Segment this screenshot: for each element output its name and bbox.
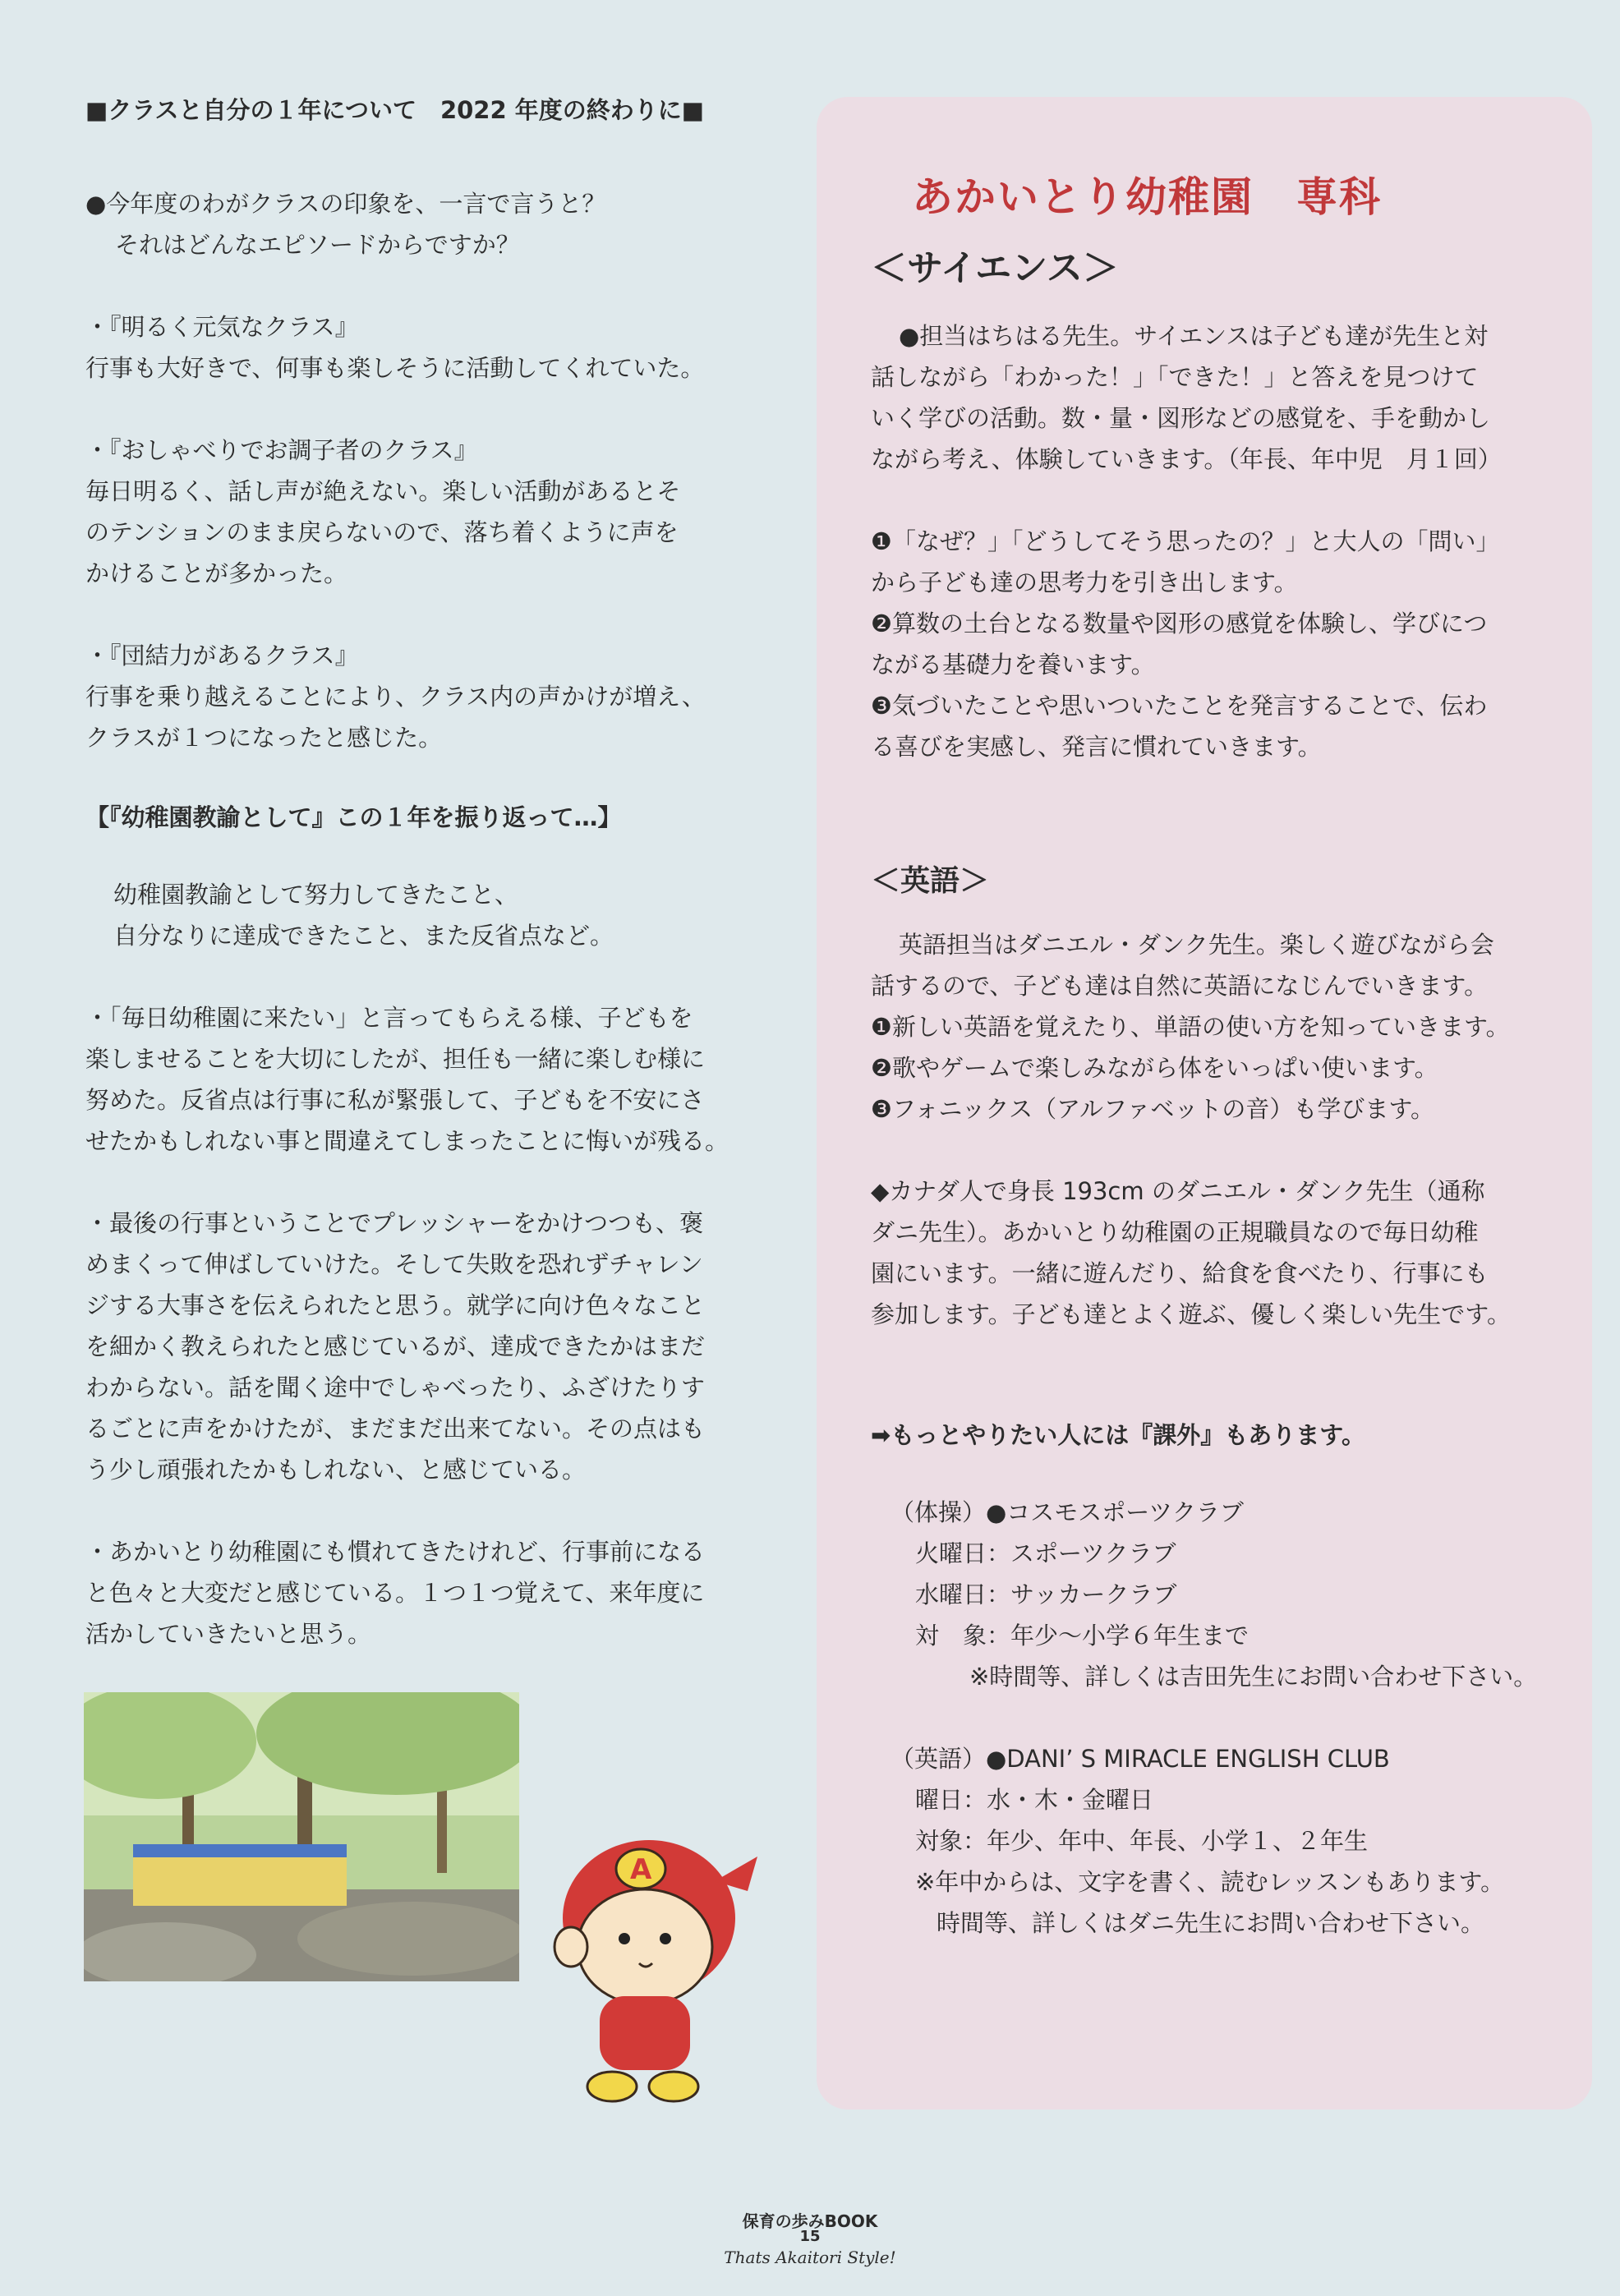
answer-line: 行事を乗り越えることにより、クラス内の声かけが増え、 [85, 683, 706, 711]
question-1-line: ●今年度のわがクラスの印象を、一言で言うと？ [85, 190, 606, 218]
footer-tagline: Thats Akaitori Style! [724, 2248, 896, 2267]
extra-class-heading: ➡もっとやりたい人には『課外』もあります。 [871, 1421, 1365, 1449]
question-2-line: 自分なりに達成できたこと、また反省点など。 [113, 922, 614, 950]
club-line: ※年中からは、文字を書く、読むレッスンもあります。 [915, 1868, 1505, 1896]
club-english [871, 1738, 1544, 1944]
specialty-title: あかいとり幼稚園 専科 [912, 173, 1382, 221]
answer-block [85, 635, 759, 758]
answer-line: るごとに声をかけたが、まだまだ出来てない。その点はも [85, 1415, 706, 1442]
club-line: 対象：年少、年中、年長、小学１、２年生 [915, 1827, 1369, 1855]
question-2-line: 幼稚園教諭として努力してきたこと、 [113, 881, 519, 909]
text-line: 英語担当はダニエル・ダンク先生。楽しく遊びながら会 [899, 931, 1494, 959]
answer-line: 活かしていきたいと思う。 [85, 1620, 372, 1648]
class-photo [84, 1692, 519, 1981]
answer-block [85, 1203, 759, 1490]
english-intro [871, 924, 1544, 1335]
text-line: ながら考え、体験していきます。（年長、年中児 月１回） [871, 445, 1502, 473]
footer-book-title: 保育の歩みBOOK [742, 2211, 878, 2231]
answer-line: 楽しませることを大切にしたが、担任も一緒に楽しむ様に [85, 1045, 706, 1073]
answer-line: かけることが多かった。 [85, 559, 348, 587]
text-line: ながる基礎力を養います。 [871, 651, 1155, 679]
svg-text:A: A [630, 1853, 652, 1886]
answer-line: ・最後の行事ということでプレッシャーをかけつつも、褒 [85, 1209, 703, 1237]
answer-line: ・「毎日幼稚園に来たい」と言ってもらえる様、子どもを [85, 1004, 693, 1032]
club-line: 時間等、詳しくはダニ先生にお問い合わせ下さい。 [937, 1909, 1485, 1937]
answer-line: のテンションのまま戻らないので、落ち着くように声を [85, 518, 679, 546]
english-title: ＜英語＞ [871, 864, 990, 898]
club-sports [871, 1492, 1544, 1697]
answer-line: ・『おしゃべりでお調子者のクラス』 [85, 436, 478, 464]
text-line: から子ども達の思考力を引き出します。 [871, 568, 1298, 596]
answer-line: を細かく教えられたと感じているが、達成できたかはまだ [85, 1332, 706, 1360]
page-number: 15 [799, 2228, 821, 2245]
club-line: 水曜日：サッカークラブ [915, 1581, 1177, 1608]
text-line: 参加します。子ども達とよく遊ぶ、優しく楽しい先生です。 [871, 1300, 1511, 1328]
right-column [871, 164, 1544, 1944]
text-line: ❸気づいたことや思いついたことを発言することで、伝わ [871, 692, 1488, 720]
answer-block [85, 997, 759, 1162]
science-intro [871, 315, 1544, 767]
answer-line: 行事も大好きで、何事も楽しそうに活動してくれていた。 [85, 354, 705, 382]
answer-block [85, 1531, 759, 1654]
question-2 [85, 874, 759, 956]
answer-line: 毎日明るく、話し声が絶えない。楽しい活動があるとそ [85, 477, 681, 505]
left-heading: ■クラスと自分の１年について 2022 年度の終わりに■ [85, 96, 705, 124]
question-1 [85, 183, 759, 265]
answer-block [85, 430, 759, 594]
answer-line: と色々と大変だと感じている。１つ１つ覚えて、来年度に [85, 1579, 705, 1607]
answer-line: ・『明るく元気なクラス』 [85, 313, 359, 341]
answer-line: わからない。話を聞く途中でしゃべったり、ふざけたりす [85, 1373, 706, 1401]
text-line: 話しながら「わかった！」「できた！」と答えを見つけて [871, 363, 1479, 391]
text-line: いく学びの活動。数・量・図形などの感覚を、手を動かし [871, 404, 1491, 432]
answer-line: ジする大事さを伝えられたと思う。就学に向け色々なこと [85, 1291, 706, 1319]
text-line: ❶新しい英語を覚えたり、単語の使い方を知っていきます。 [871, 1013, 1510, 1041]
text-line: ダニ先生）。あかいとり幼稚園の正規職員なので毎日幼稚 [871, 1218, 1479, 1246]
answer-line: クラスが１つになったと感じた。 [85, 724, 443, 752]
mascot-character [542, 1824, 764, 2119]
subheading: 【『幼稚園教諭として』この１年を振り返って…】 [85, 803, 622, 831]
forest-photo-illustration [84, 1692, 519, 1981]
club-line: 対 象：年少〜小学６年生まで [915, 1622, 1250, 1650]
text-line: ❶「なぜ？」「どうしてそう思ったの？」と大人の「問い」 [871, 527, 1500, 555]
question-1-line: それはどんなエピソードからですか？ [115, 231, 520, 259]
mascot-illustration [542, 1824, 764, 2119]
answer-line: 努めた。反省点は行事に私が緊張して、子どもを不安にさ [85, 1086, 705, 1114]
text-line: ◆カナダ人で身長 193cm のダニエル・ダンク先生（通称 [871, 1177, 1485, 1205]
text-line: ❷歌やゲームで楽しみながら体をいっぱい使います。 [871, 1054, 1438, 1082]
answer-line: せたかもしれない事と間違えてしまったことに悔いが残る。 [85, 1127, 729, 1155]
club-line: 曜日：水・木・金曜日 [915, 1786, 1154, 1814]
science-title: ＜サイエンス＞ [871, 247, 1119, 289]
club-line: （英語）●DANI’ S MIRACLE ENGLISH CLUB [891, 1745, 1390, 1773]
text-line: ❸フォニックス（アルファベットの音）も学びます。 [871, 1095, 1435, 1123]
answer-line: ・あかいとり幼稚園にも慣れてきたけれど、行事前になる [85, 1538, 706, 1566]
text-line: る喜びを実感し、発言に慣れていきます。 [871, 733, 1322, 761]
text-line: 話するので、子ども達は自然に英語になじんでいきます。 [871, 972, 1489, 1000]
club-line: ※時間等、詳しくは吉田先生にお問い合わせ下さい。 [969, 1663, 1538, 1691]
answer-line: めまくって伸ばしていけた。そして失敗を恐れずチャレン [85, 1250, 703, 1278]
answer-line: う少し頑張れたかもしれない、と感じている。 [85, 1456, 587, 1484]
text-line: ●担当はちはる先生。サイエンスは子ども達が先生と対 [899, 322, 1489, 350]
answer-block [85, 306, 759, 389]
answer-line: ・『団結力があるクラス』 [85, 642, 359, 669]
text-line: ❷算数の土台となる数量や図形の感覚を体験し、学びにつ [871, 610, 1488, 637]
club-line: （体操）●コスモスポーツクラブ [891, 1498, 1244, 1526]
left-column [85, 92, 759, 1654]
club-line: 火曜日：スポーツクラブ [915, 1539, 1176, 1567]
text-line: 園にいます。一緒に遊んだり、給食を食べたり、行事にも [871, 1259, 1489, 1287]
